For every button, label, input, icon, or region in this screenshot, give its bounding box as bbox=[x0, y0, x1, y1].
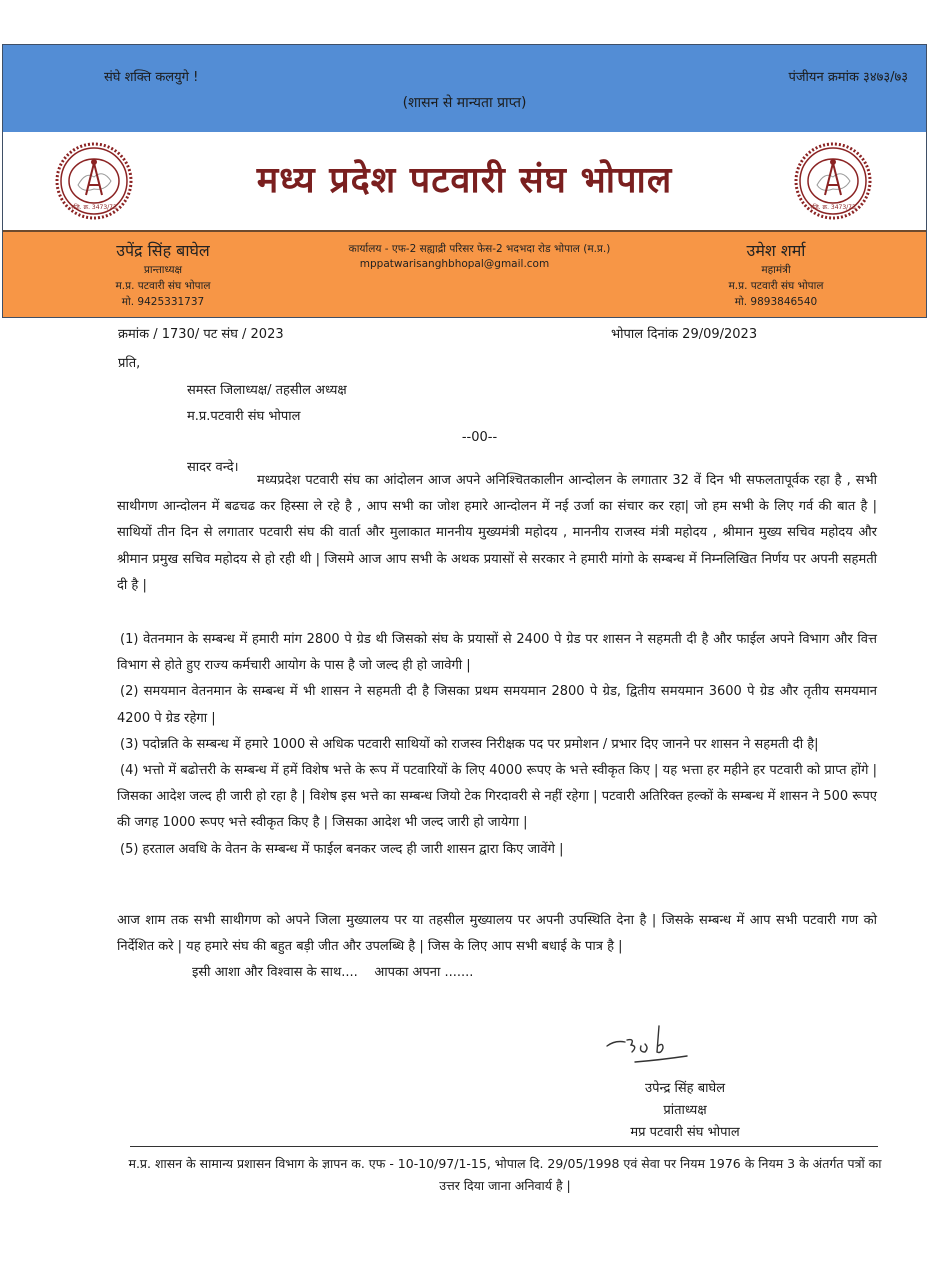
to-label: प्रति, bbox=[118, 356, 141, 371]
left-officer-name: उपेंद्र सिंह बाघेल bbox=[116, 241, 210, 260]
greeting: सादर वन्दे। bbox=[187, 460, 239, 475]
decision-point: (2) समयमान वेतनमान के सम्बन्ध में भी शासन ने सहमती दी है जिसका प्रथम समयमान 2800 पे ग्रेड, द्वितीय समयमान 3600 पे ग्रेड और तृतीय समयमान 4200 पे ग्रेड रहेगा | bbox=[117, 684, 877, 726]
signer-block bbox=[560, 1078, 810, 1144]
separator-mark: --00-- bbox=[461, 430, 498, 445]
seal-text-right: रजि. क्र. 3473/73 bbox=[810, 204, 856, 211]
registration-number: पंजीयन क्रमांक ३४७३/७३ bbox=[788, 70, 908, 85]
organization-title: मध्य प्रदेश पटवारी संघ भोपाल bbox=[256, 159, 673, 201]
right-officer-org: म.प्र. पटवारी संघ भोपाल bbox=[728, 280, 824, 292]
office-email[interactable]: mppatwarisanghbhopal@gmail.com bbox=[359, 258, 550, 270]
office-address: कार्यालय - एफ-2 सह्याद्री परिसर फेस-2 भदभदा रोड भोपाल (म.प्र.) bbox=[348, 243, 611, 255]
signer-designation: प्रांताध्यक्ष bbox=[663, 1103, 707, 1118]
closing-line: इसी आशा और विश्वास के साथ.... आपका अपना ....... bbox=[192, 965, 474, 981]
left-officer-phone: मो. 9425331737 bbox=[121, 296, 205, 308]
footer-divider bbox=[130, 1146, 878, 1147]
letterhead bbox=[2, 44, 927, 318]
left-officer-org: म.प्र. पटवारी संघ भोपाल bbox=[115, 280, 211, 292]
signature-icon bbox=[605, 1022, 695, 1068]
letterhead-contact-band bbox=[3, 230, 926, 317]
decision-point: (3) पदोन्नति के सम्बन्ध में हमारे 1000 से अधिक पटवारी साथियों को राजस्व निरीक्षक पद पर प्रमोशन / प्रभार दिए जानने पर शासन ने सहमती दी है| bbox=[120, 736, 819, 752]
addressee-line-1: समस्त जिलाध्यक्ष/ तहसील अध्यक्ष bbox=[187, 383, 347, 398]
letter-date: भोपाल दिनांक 29/09/2023 bbox=[611, 327, 758, 342]
recognition-note: (शासन से मान्यता प्राप्त) bbox=[402, 95, 527, 111]
intro-text: मध्यप्रदेश पटवारी संघ का आंदोलन आज अपने अनिश्चितकालीन आन्दोलन के लगातार 32 वें दिन भी सफलतापूर्वक रहा है , सभी साथीगण आन्दोलन में बढचढ कर हिस्सा ले रहे है , आप सभी का जोश हमारे आन्दोलन में नई उर्जा का संचार कर रहा| जो हम सभी के लिए गर्व की बात है | साथियों तीन दिन से लगातार पटवारी संघ की वार्ता और मुलाकात माननीय मुख्यमंत्री महोदय , माननीय राजस्व मंत्री महोदय , श्रीमान मुख्य सचिव महोदय और श्रीमान प्रमुख सचिव महोदय से हो रही थी | जिसमे आज आप सभी के अथक प्रयासों से सरकार ने हमारी मांगो के सम्बन्ध में निम्नलिखित निर्णय पर अपनी सहमती दी है | bbox=[117, 473, 877, 593]
right-officer-name: उमेश शर्मा bbox=[746, 241, 806, 260]
right-officer-designation: महामंत्री bbox=[761, 264, 791, 276]
decision-point: (4) भत्तो में बढोत्तरी के सम्बन्ध में हमें विशेष भत्ते के रूप में पटवारियों के लिए 4000 रूपए के भत्ते स्वीकृत किए | यह भत्ता हर महीने हर पटवारी को प्राप्त होंगे | जिसका आदेश जल्द ही जारी हो रहा है | विशेष इस भत्ते का सम्बन्ध जियो टेक गिरदावरी से नहीं रहेगा | पटवारी अतिरिक्त हल्कों के सम्बन्ध में शासन ने 500 रूपए की जगह 1000 रूपए भत्ते स्वीकृत किए है | जिसका आदेश भी जल्द जारी हो जायेगा | bbox=[117, 763, 877, 831]
instruction-paragraph: आज शाम तक सभी साथीगण को अपने जिला मुख्यालय पर या तहसील मुख्यालय पर अपनी उपस्थिति देना है | जिसके सम्बन्ध में आप सभी पटवारी गण को निर्देशित करे | यह हमारे संघ की बहुत बड़ी जीत और उपलब्धि है | जिस के लिए आप सभी बधाई के पात्र है | bbox=[117, 913, 877, 955]
seal-text-left: रजि. क्र. 3473/73 bbox=[71, 204, 117, 211]
left-officer-designation: प्रान्ताध्यक्ष bbox=[143, 264, 183, 276]
decision-point: (5) हरताल अवधि के वेतन के सम्बन्ध में फाईल बनकर जल्द ही जारी शासन द्वारा किए जावेंगे | bbox=[120, 841, 564, 857]
letterhead-top-band bbox=[3, 45, 926, 134]
signer-name: उपेन्द्र सिंह बाघेल bbox=[644, 1081, 726, 1096]
right-officer bbox=[666, 240, 886, 310]
letter-reference-number: क्रमांक / 1730/ पट संघ / 2023 bbox=[118, 327, 284, 342]
union-seal-icon bbox=[792, 141, 874, 221]
motto: संघे शक्ति कलयुगे ! bbox=[104, 70, 199, 85]
letterhead-title-band bbox=[3, 132, 926, 230]
decision-point: (1) वेतनमान के सम्बन्ध में हमारी मांग 2800 पे ग्रेड थी जिसको संघ के प्रयासों से 2400 पे ग्रेड पर शासन ने सहमती दी है और फाईल अपने विभाग और वित्त विभाग से होते हुए राज्य कर्मचारी आयोग के पास है जो जल्द ही हो जावेगी | bbox=[117, 632, 877, 674]
decision-points bbox=[117, 627, 877, 863]
addressee-line-2: म.प्र.पटवारी संघ भोपाल bbox=[187, 409, 301, 424]
right-officer-phone: मो. 9893846540 bbox=[734, 296, 818, 308]
signer-org: मप्र पटवारी संघ भोपाल bbox=[630, 1125, 740, 1140]
footer-note: म.प्र. शासन के सामान्य प्रशासन विभाग के ज्ञापन क. एफ - 10-10/97/1-15, भोपाल दि. 29/05/1998 एवं सेवा पर नियम 1976 के नियम 3 के अंतर्गत पत्रों का उत्तर दिया जाना अनिवार्य है | bbox=[128, 1156, 882, 1193]
intro-paragraph bbox=[117, 468, 877, 599]
closing-section bbox=[117, 908, 877, 987]
